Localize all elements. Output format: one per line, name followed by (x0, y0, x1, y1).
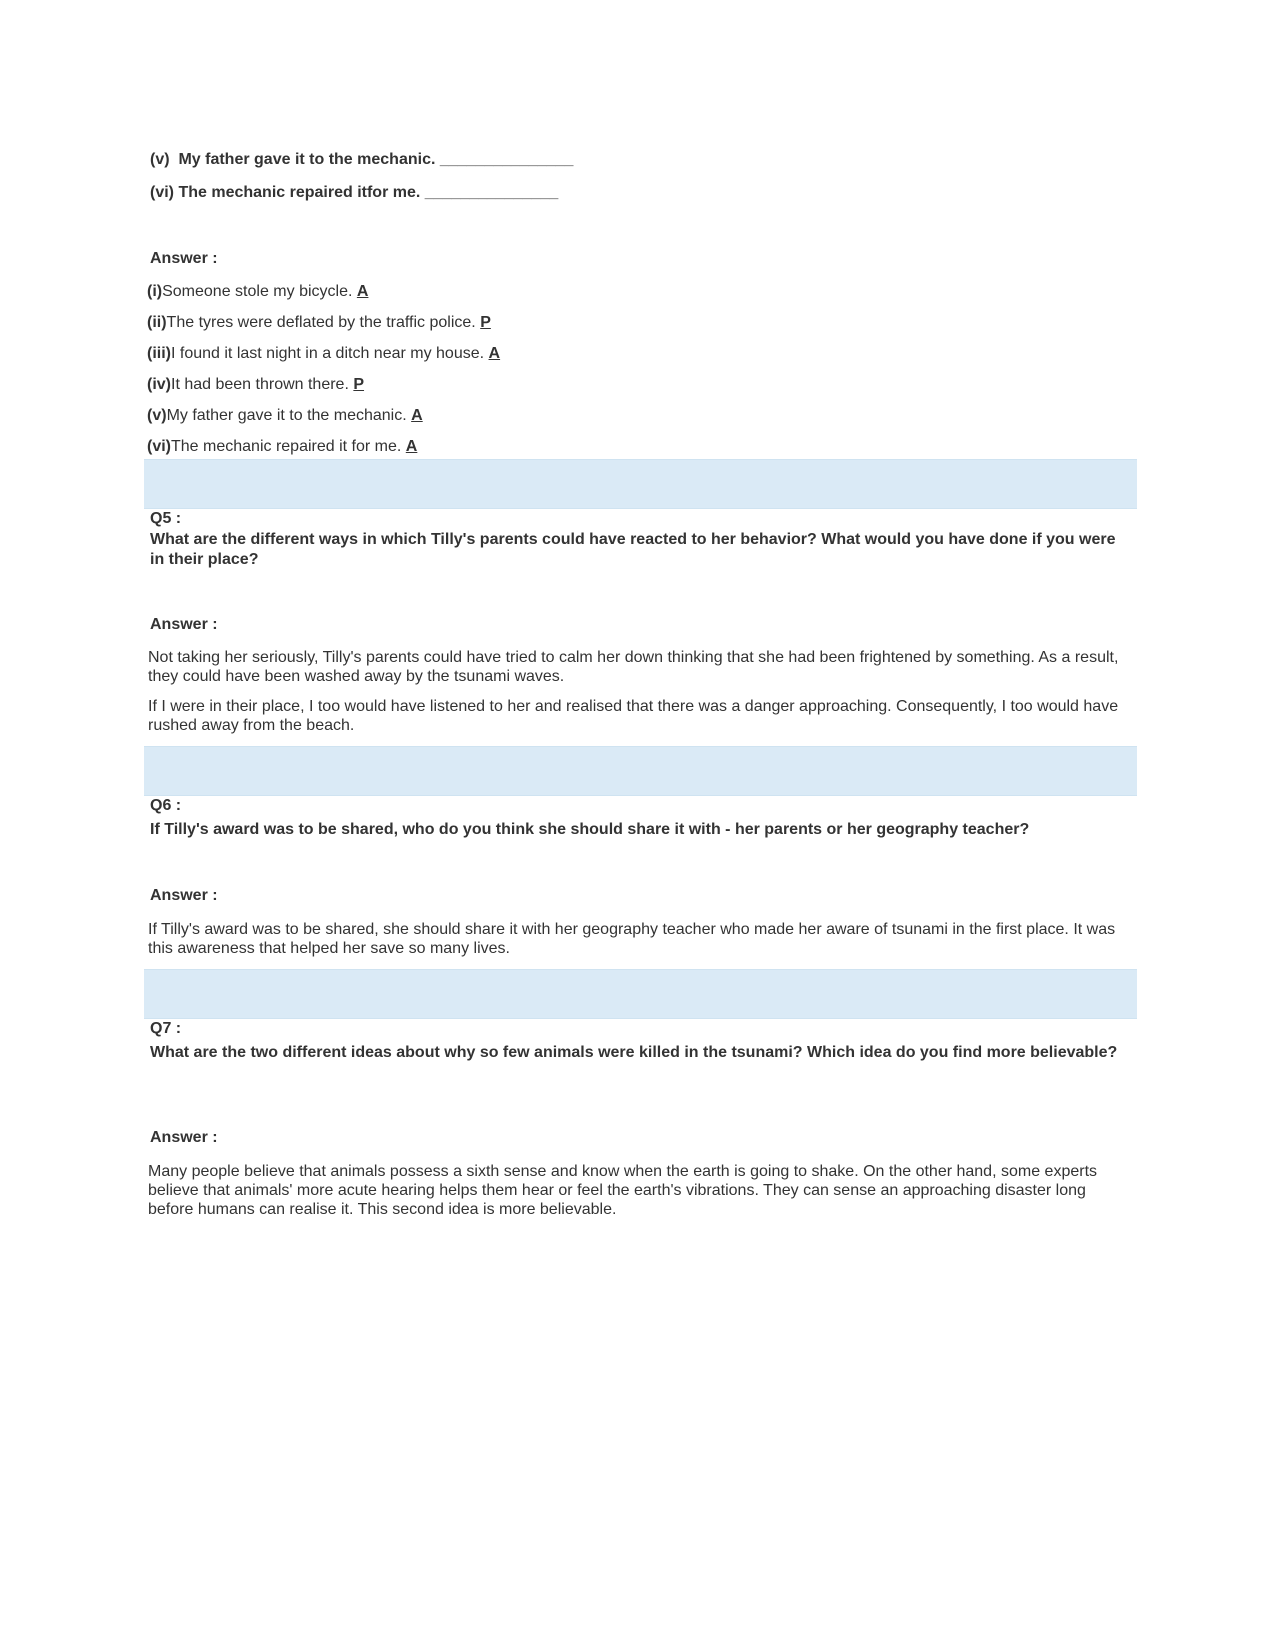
q7-answer-paragraph: Many people believe that animals possess a sixth sense and know when the earth is going to shake. On the other hand, some experts believe that animals' more acute hearing helps them hear or feel the earth's vibrations. They can sense an approaching disaster long before humans can realise it. This second idea is more believable. (148, 1163, 1098, 1218)
voice-mark: P (480, 314, 491, 331)
answer-text: The tyres were deflated by the traffic police. (166, 314, 476, 331)
answer-text: Someone stole my bicycle. (162, 283, 353, 300)
q5-answer-label: Answer : (150, 616, 218, 633)
answer-number: (ii) (147, 314, 167, 331)
question-separator-band (144, 459, 1137, 509)
q5-answer-paragraph: Not taking her seriously, Tilly's parents could have tried to calm her down thinking that she had been frightened by something. As a result, they could have been washed away by the tsunami waves. (148, 649, 1119, 685)
voice-mark: P (353, 376, 365, 393)
answer-item (147, 438, 417, 456)
q7-question: What are the two different ideas about why so few animals were killed in the tsunami? Which idea do you find more believable? (150, 1044, 1118, 1061)
voice-mark: A (488, 345, 501, 362)
voice-mark: A (411, 407, 423, 424)
answer-item (147, 314, 491, 332)
answer-item (147, 345, 500, 363)
answer-blank: _______________ (424, 184, 559, 201)
answer-number: (i) (147, 283, 163, 300)
answer-number: (iv) (147, 376, 171, 393)
q6-label: Q6 : (150, 797, 182, 814)
q7-label: Q7 : (150, 1020, 182, 1037)
q6-question: If Tilly's award was to be shared, who do you think she should share it with - her parents or her geography teacher? (150, 821, 1030, 838)
q5-label: Q5 : (150, 510, 182, 527)
answer-number: (iii) (147, 345, 171, 362)
answer-item (147, 376, 364, 394)
question-separator-band (144, 969, 1137, 1019)
q6-answer-label: Answer : (150, 887, 218, 904)
q5-question: What are the different ways in which Tilly's parents could have reacted to her behavior? What would you have done if you were in their place? (150, 531, 1116, 568)
voice-mark: A (356, 283, 369, 300)
item-text: My father gave it to the mechanic. (178, 151, 436, 168)
answer-blank: _______________ (439, 151, 574, 168)
q7-answer-label: Answer : (150, 1129, 218, 1146)
voice-mark: A (405, 438, 418, 455)
item-text: The mechanic repaired itfor me. (178, 184, 421, 201)
answer-text: My father gave it to the mechanic. (166, 407, 407, 424)
q6-answer-paragraph: If Tilly's award was to be shared, she should share it with her geography teacher who made her aware of tsunami in the first place. It was this awareness that helped her save so many lives. (148, 921, 1116, 957)
exercise-item-vi (150, 184, 558, 202)
answer-text: It had been thrown there. (171, 376, 349, 393)
answer-number: (v) (147, 407, 167, 424)
exercise-item-v (150, 151, 573, 169)
answer-text: I found it last night in a ditch near my house. (171, 345, 485, 362)
item-number: (v) (150, 151, 170, 168)
question-separator-band (144, 746, 1137, 796)
answer-item (147, 407, 423, 425)
answer-item (147, 283, 368, 301)
q5-answer-paragraph: If I were in their place, I too would have listened to her and realised that there was a danger approaching. Consequently, I too would have rushed away from the beach. (148, 698, 1119, 734)
answer-text: The mechanic repaired it for me. (171, 438, 402, 455)
item-number: (vi) (150, 184, 174, 201)
answer-number: (vi) (147, 438, 171, 455)
answer-label: Answer : (150, 250, 218, 267)
